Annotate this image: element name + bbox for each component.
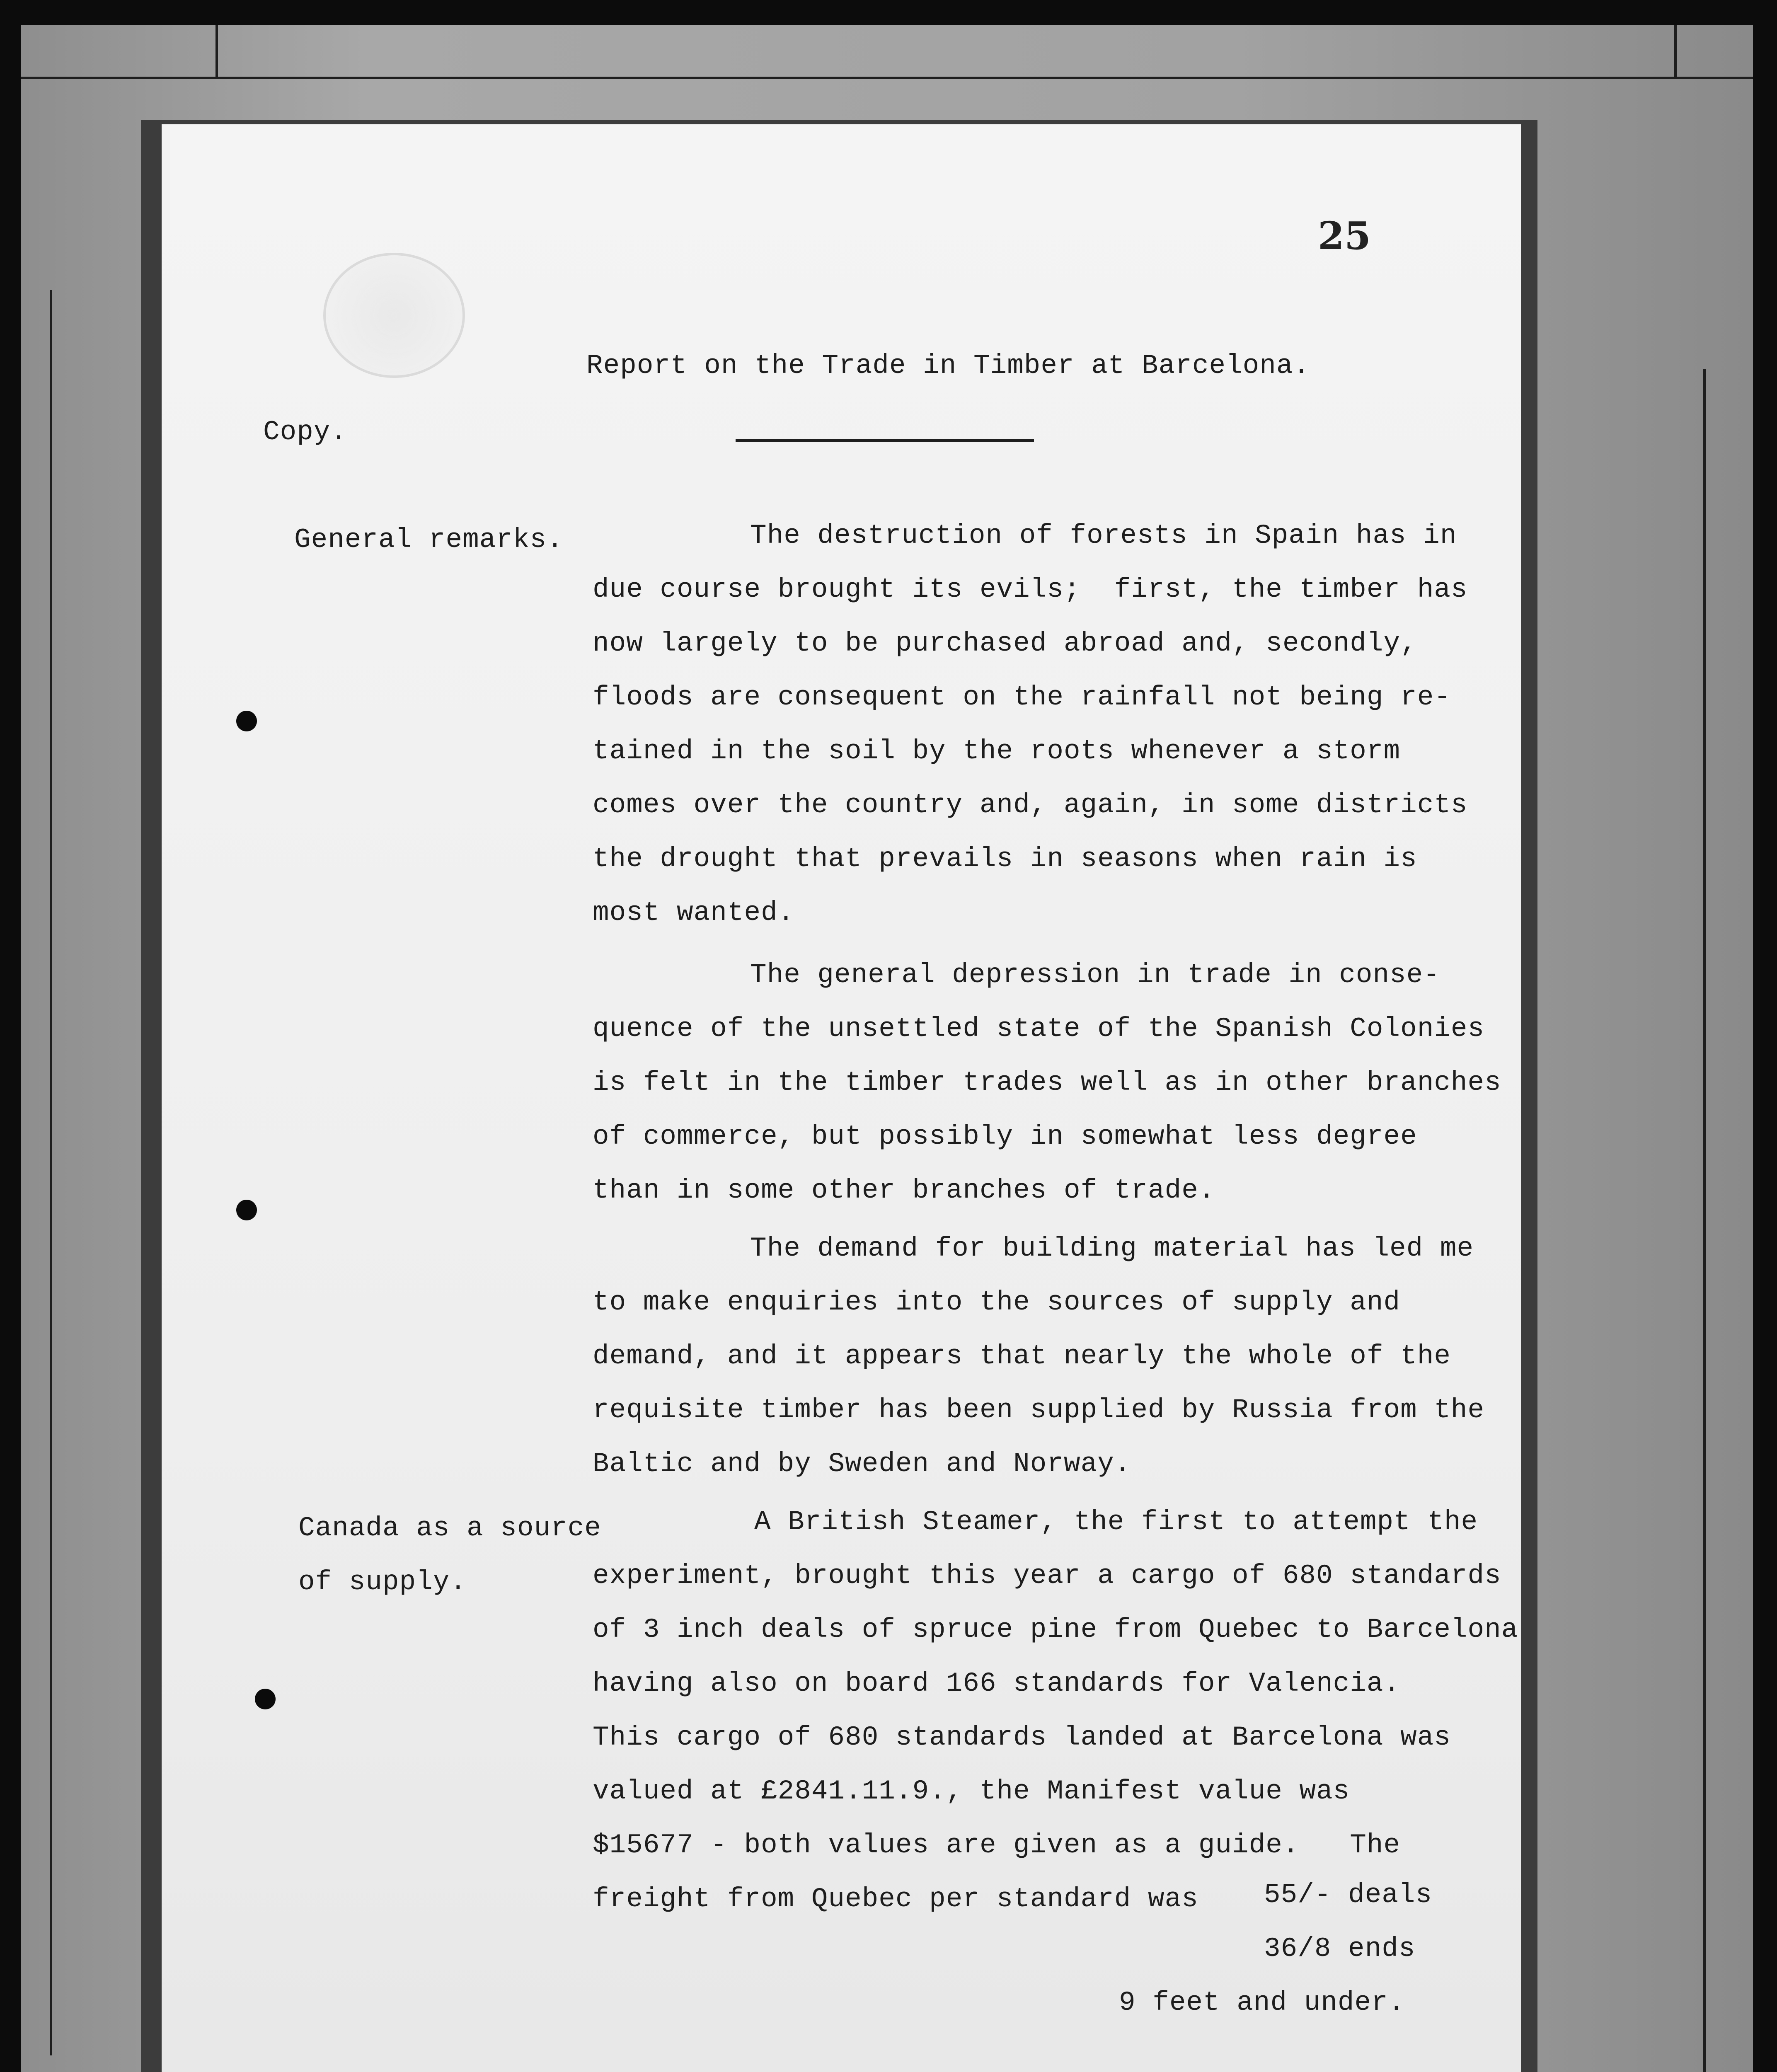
film-edge-line [215, 25, 218, 79]
embossed-seal-icon [323, 253, 465, 378]
body-line: than in some other branches of trade. [593, 1175, 1215, 1206]
document-page [162, 124, 1521, 2072]
body-line: Baltic and by Sweden and Norway. [593, 1448, 1131, 1479]
body-line: A British Steamer, the first to attempt the [754, 1506, 1478, 1537]
film-edge-line [21, 77, 1753, 79]
page-number: 25 [1318, 213, 1371, 258]
freight-ends: 36/8 ends [1264, 1933, 1416, 1964]
film-edge-line [1674, 25, 1677, 79]
body-line: most wanted. [593, 897, 795, 928]
body-line: The general depression in trade in conse- [750, 959, 1440, 990]
margin-note-general-remarks: General remarks. [294, 524, 564, 555]
margin-note-canada: Canada as a source [298, 1513, 601, 1544]
title-underline [736, 439, 1034, 442]
body-line: demand, and it appears that nearly the whole of the [593, 1341, 1451, 1372]
body-line: having also on board 166 standards for Valencia. [593, 1668, 1401, 1699]
report-title: Report on the Trade in Timber at Barcelona. [586, 350, 1310, 381]
punch-hole [236, 711, 257, 731]
body-line: valued at £2841.11.9., the Manifest value was [593, 1776, 1350, 1807]
body-line: The demand for building material has led me [750, 1233, 1474, 1264]
punch-hole [255, 1689, 276, 1709]
body-line: floods are consequent on the rainfall not being re- [593, 682, 1451, 713]
body-line: comes over the country and, again, in some districts [593, 789, 1468, 821]
body-line: the drought that prevails in seasons when rain is [593, 843, 1417, 874]
body-line: is felt in the timber trades well as in other branches [593, 1067, 1501, 1098]
body-line: freight from Quebec per standard was [593, 1883, 1198, 1915]
body-line: to make enquiries into the sources of supply and [593, 1287, 1401, 1318]
body-line: tained in the soil by the roots whenever a storm [593, 736, 1401, 767]
freight-note: 9 feet and under. [1119, 1987, 1405, 2018]
body-line: now largely to be purchased abroad and, secondly, [593, 628, 1417, 659]
body-line: This cargo of 680 standards landed at Barcelona was [593, 1722, 1451, 1753]
body-line: quence of the unsettled state of the Spanish Colonies [593, 1013, 1485, 1044]
punch-hole [236, 1200, 257, 1220]
body-line: of commerce, but possibly in somewhat less degree [593, 1121, 1417, 1152]
body-line: experiment, brought this year a cargo of 680 standards [593, 1560, 1501, 1591]
body-line: requisite timber has been supplied by Russia from the [593, 1394, 1485, 1426]
body-line: due course brought its evils; first, the timber has [593, 574, 1468, 605]
body-line: of 3 inch deals of spruce pine from Quebec to Barcelona [593, 1614, 1518, 1645]
film-right-rule [1703, 369, 1706, 2072]
copy-label: Copy. [263, 416, 348, 448]
film-left-rule [50, 290, 52, 2055]
body-line: $15677 - both values are given as a guide. The [593, 1830, 1401, 1861]
body-line: The destruction of forests in Spain has in [750, 520, 1457, 551]
margin-note-canada: of supply. [298, 1566, 467, 1598]
freight-deals: 55/- deals [1264, 1879, 1433, 1910]
